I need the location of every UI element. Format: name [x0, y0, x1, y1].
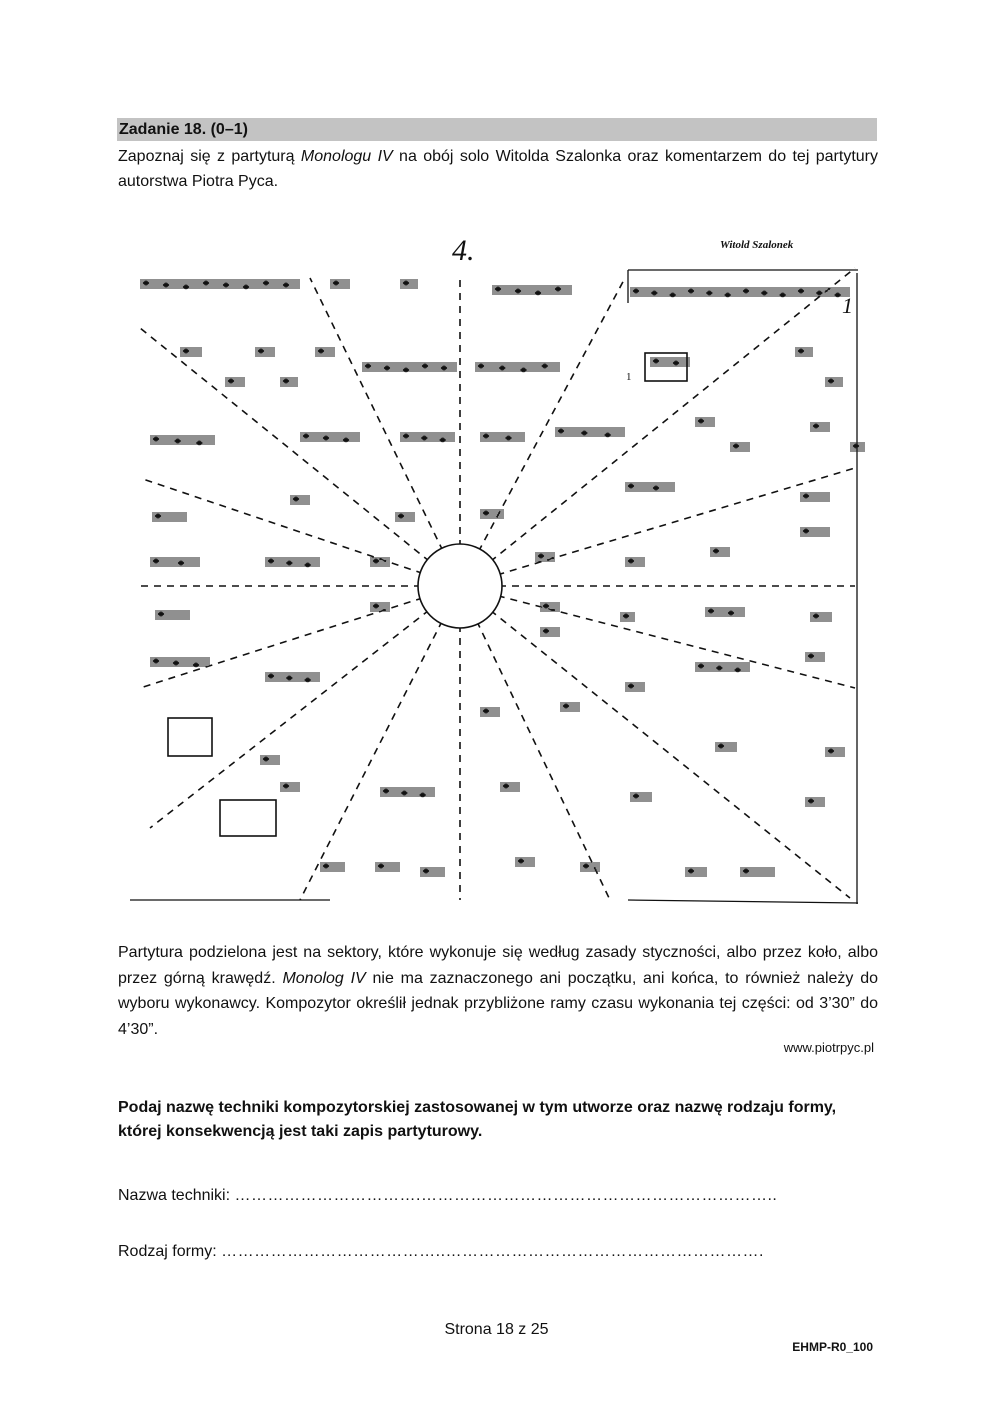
note-head — [673, 361, 678, 365]
note-head — [803, 529, 808, 533]
note-head — [283, 379, 288, 383]
note-head — [743, 289, 748, 293]
note-head — [420, 793, 425, 797]
note-head — [817, 291, 822, 295]
note-head — [197, 441, 202, 445]
note-head — [403, 434, 408, 438]
question-text: Podaj nazwę techniki kompozytorskiej zastosowanej w tym utworze oraz nazwę rodzaju formy, której konsekwencją jest taki zapis partyturowy. — [118, 1099, 837, 1140]
note-head — [733, 444, 738, 448]
note-head — [203, 281, 208, 285]
boxed-fragment — [220, 800, 276, 836]
note-head — [780, 293, 785, 297]
note-head — [518, 859, 523, 863]
note-head — [582, 431, 587, 435]
note-head — [223, 283, 228, 287]
intro-work-title: Monologu IV — [300, 148, 393, 165]
note-head — [483, 709, 488, 713]
note-head — [143, 281, 148, 285]
note-head — [175, 439, 180, 443]
answer-technique-line[interactable] — [118, 1187, 878, 1205]
note-head — [835, 293, 840, 297]
note-head — [155, 514, 160, 518]
note-head — [583, 864, 588, 868]
composer-signature: Witold Szalonek — [720, 239, 794, 251]
note-head — [323, 864, 328, 868]
note-head — [178, 561, 183, 565]
note-head — [605, 433, 610, 437]
note-head — [403, 281, 408, 285]
note-head — [653, 486, 658, 490]
intro-text-end: na obój solo Witolda Szalonka oraz komentarzem do tej partytury autorstwa Piotra Pyca. — [118, 148, 878, 190]
boxed-fragment — [168, 718, 212, 756]
note-head — [670, 293, 675, 297]
note-head — [243, 285, 248, 289]
note-head — [318, 349, 323, 353]
note-head — [283, 283, 288, 287]
task-intro — [118, 144, 878, 194]
answer-form-dots: …………………………………..…………………………………………………. — [221, 1243, 764, 1260]
note-head — [228, 379, 233, 383]
note-head — [163, 283, 168, 287]
score-commentary — [118, 940, 878, 1042]
note-head — [365, 364, 370, 368]
note-head — [558, 429, 563, 433]
source-link: www.piotrpyc.pl — [783, 1040, 874, 1055]
note-head — [268, 559, 273, 563]
note-head — [813, 614, 818, 618]
note-head — [305, 678, 310, 682]
note-head — [521, 368, 526, 372]
inner-mark: 1 — [626, 371, 632, 383]
note-head — [808, 799, 813, 803]
note-head — [633, 289, 638, 293]
note-head — [153, 659, 158, 663]
note-head — [373, 559, 378, 563]
note-head — [808, 654, 813, 658]
commentary-work-title: Monolog IV — [282, 969, 366, 987]
note-head — [543, 604, 548, 608]
note-head — [378, 864, 383, 868]
score-number-label: 4. — [452, 234, 475, 267]
note-head — [343, 438, 348, 442]
note-head — [422, 364, 427, 368]
note-head — [762, 291, 767, 295]
note-head — [283, 784, 288, 788]
note-head — [563, 704, 568, 708]
note-head — [263, 757, 268, 761]
note-head — [287, 676, 292, 680]
note-head — [483, 511, 488, 515]
note-head — [698, 664, 703, 668]
note-head — [500, 366, 505, 370]
note-head — [698, 419, 703, 423]
note-head — [708, 609, 713, 613]
note-head — [503, 784, 508, 788]
note-head — [305, 563, 310, 567]
note-head — [633, 794, 638, 798]
note-head — [440, 438, 445, 442]
note-head — [303, 434, 308, 438]
note-head — [555, 287, 560, 291]
note-head — [628, 484, 633, 488]
answer-technique-label: Nazwa techniki: — [118, 1187, 235, 1204]
note-head — [403, 368, 408, 372]
note-head — [383, 789, 388, 793]
note-head — [183, 349, 188, 353]
answer-form-line[interactable] — [118, 1243, 878, 1261]
note-head — [495, 287, 500, 291]
note-head — [515, 289, 520, 293]
note-head — [707, 291, 712, 295]
note-head — [542, 364, 547, 368]
note-head — [743, 869, 748, 873]
note-head — [263, 281, 268, 285]
answer-form-label: Rodzaj formy: — [118, 1243, 222, 1260]
note-head — [538, 554, 543, 558]
note-head — [193, 663, 198, 667]
note-head — [628, 559, 633, 563]
note-head — [153, 437, 158, 441]
note-head — [718, 744, 723, 748]
boxed-fragment — [645, 353, 687, 381]
note-head — [422, 436, 427, 440]
note-head — [287, 561, 292, 565]
note-head — [798, 349, 803, 353]
note-head — [506, 436, 511, 440]
note-head — [725, 293, 730, 297]
note-head — [717, 666, 722, 670]
note-head — [153, 559, 158, 563]
task-header: Zadanie 18. (0–1) — [117, 118, 877, 141]
note-head — [423, 869, 428, 873]
commentary-text-start: Partytura podzielona jest na sektory, które wykonuje się według zasady styczności, albo przez koło, albo przez górną krawędź. — [118, 944, 878, 987]
note-head — [653, 359, 658, 363]
note-head — [803, 494, 808, 498]
intro-text-start: Zapoznaj się z partyturą — [118, 148, 301, 165]
commentary-text-end: nie ma zaznaczonego ani początku, ani końca, to również należy do wyboru wykonawcy. Kompozytor określił jednak przybliżone ramy czasu wykonania tej części: od 3’30” do 4’30”. — [118, 969, 879, 1038]
note-head — [813, 424, 818, 428]
note-head — [628, 684, 633, 688]
note-head — [623, 614, 628, 618]
note-head — [713, 549, 718, 553]
note-head — [853, 444, 858, 448]
page-number: Strona 18 z 25 — [444, 1321, 549, 1338]
note-head — [258, 349, 263, 353]
note-head — [373, 604, 378, 608]
note-head — [323, 436, 328, 440]
note-head — [293, 497, 298, 501]
note-head — [441, 366, 446, 370]
note-head — [483, 434, 488, 438]
note-head — [688, 289, 693, 293]
note-head — [384, 366, 389, 370]
note-head — [728, 611, 733, 615]
note-head — [535, 291, 540, 295]
note-head — [735, 668, 740, 672]
note-head — [173, 661, 178, 665]
corner-mark: 1 — [842, 293, 853, 318]
note-head — [402, 791, 407, 795]
note-head — [688, 869, 693, 873]
note-head — [828, 749, 833, 753]
answer-technique-dots: …………………………….……………………………………………………….. — [234, 1187, 778, 1204]
note-head — [652, 291, 657, 295]
note-head — [828, 379, 833, 383]
score-image — [130, 228, 865, 914]
exam-code: EHMP-R0_100 — [792, 1340, 873, 1354]
note-head — [158, 612, 163, 616]
note-head — [798, 289, 803, 293]
note-head — [268, 674, 273, 678]
note-head — [398, 514, 403, 518]
note-head — [543, 629, 548, 633]
note-head — [478, 364, 483, 368]
note-head — [333, 281, 338, 285]
note-head — [183, 285, 188, 289]
